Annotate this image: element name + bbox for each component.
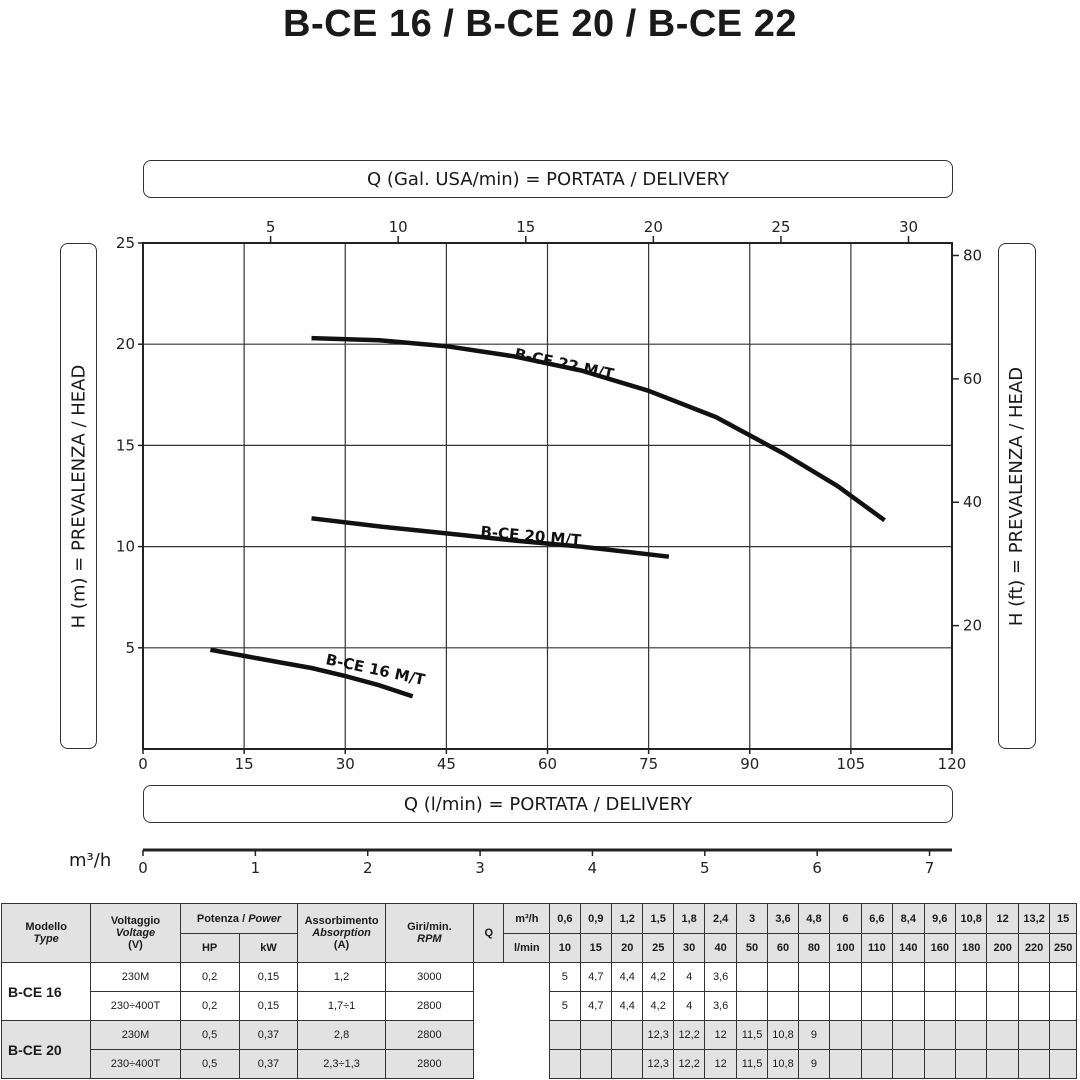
header-m3h-unit: m³/h <box>504 904 550 934</box>
y-tick-label: 25 <box>115 234 135 252</box>
model-name: B-CE 16 <box>2 963 91 1021</box>
head-value-cell <box>768 992 798 1021</box>
hp-cell: 0,2 <box>180 963 239 992</box>
head-value-cell <box>987 1021 1018 1050</box>
head-value-cell: 4 <box>673 992 704 1021</box>
head-value-cell: 9 <box>798 1050 829 1079</box>
header-m3h-value: 3 <box>736 904 767 934</box>
kw-cell: 0,37 <box>239 1021 298 1050</box>
header-lmin-value: 20 <box>612 934 643 963</box>
rpm-cell: 3000 <box>385 963 473 992</box>
m3h-tick-label: 4 <box>587 859 598 877</box>
head-value-cell <box>924 963 955 992</box>
header-m3h-value: 6,6 <box>861 904 892 934</box>
table-header-row <box>2 904 1077 934</box>
head-value-cell: 10,8 <box>768 1050 798 1079</box>
head-value-cell: 5 <box>550 963 580 992</box>
m3h-tick-label: 0 <box>138 859 148 877</box>
head-value-cell <box>550 1050 580 1079</box>
absorption-cell: 1,7÷1 <box>298 992 385 1021</box>
header-rpm: Giri/min. RPM <box>385 904 473 963</box>
head-value-cell <box>798 963 829 992</box>
rpm-cell: 2800 <box>385 1050 473 1079</box>
header-m3h-value: 13,2 <box>1018 904 1049 934</box>
head-value-cell <box>893 963 924 992</box>
header-m3h-value: 1,8 <box>673 904 704 934</box>
header-lmin-unit: l/min <box>504 934 550 963</box>
head-value-cell <box>955 1050 986 1079</box>
voltage-cell: 230M <box>91 1021 180 1050</box>
header-lmin-value: 220 <box>1018 934 1049 963</box>
series-label: B-CE 20 M/T <box>479 522 582 550</box>
head-value-cell: 3,6 <box>705 992 736 1021</box>
table-row <box>2 963 1077 992</box>
right-tick-label: 20 <box>963 616 983 635</box>
hp-cell: 0,5 <box>180 1021 239 1050</box>
header-lmin-value: 110 <box>861 934 892 963</box>
header-m3h-value: 4,8 <box>798 904 829 934</box>
q-spacer <box>474 963 550 1021</box>
head-value-cell <box>924 992 955 1021</box>
header-m3h-value: 12 <box>987 904 1018 934</box>
top-tick-label: 25 <box>771 218 791 236</box>
header-lmin-value: 180 <box>955 934 986 963</box>
head-value-cell: 4,4 <box>612 963 643 992</box>
header-lmin-value: 50 <box>736 934 767 963</box>
head-value-cell <box>861 992 892 1021</box>
x-tick-label: 15 <box>234 755 254 773</box>
m3h-axis-label: m³/h <box>69 850 112 871</box>
header-m3h-value: 0,9 <box>580 904 611 934</box>
head-value-cell <box>987 1050 1018 1079</box>
x-tick-label: 90 <box>740 755 760 773</box>
header-lmin-value: 140 <box>893 934 924 963</box>
head-value-cell: 12 <box>705 1050 736 1079</box>
head-value-cell <box>987 992 1018 1021</box>
head-value-cell <box>550 1021 580 1050</box>
header-m3h-value: 0,6 <box>550 904 580 934</box>
x-tick-label: 0 <box>138 755 148 773</box>
header-lmin-value: 30 <box>673 934 704 963</box>
header-m3h-value: 10,8 <box>955 904 986 934</box>
header-m3h-value: 1,5 <box>643 904 673 934</box>
x-tick-label: 75 <box>639 755 659 773</box>
q-spacer <box>474 1021 550 1079</box>
header-m3h-value: 6 <box>830 904 861 934</box>
header-q: Q <box>474 904 504 963</box>
head-value-cell: 12,2 <box>673 1021 704 1050</box>
head-value-cell <box>955 963 986 992</box>
header-m3h-value: 2,4 <box>705 904 736 934</box>
series-label: B-CE 22 M/T <box>512 344 616 384</box>
head-value-cell <box>955 1021 986 1050</box>
head-value-cell <box>893 1050 924 1079</box>
head-value-cell <box>612 1050 643 1079</box>
head-value-cell <box>861 963 892 992</box>
header-lmin-value: 40 <box>705 934 736 963</box>
kw-cell: 0,37 <box>239 1050 298 1079</box>
head-value-cell: 3,6 <box>705 963 736 992</box>
voltage-cell: 230÷400T <box>91 1050 180 1079</box>
header-m3h-value: 15 <box>1050 904 1077 934</box>
header-lmin-value: 25 <box>643 934 673 963</box>
head-value-cell: 12,3 <box>643 1050 673 1079</box>
head-value-cell: 12,2 <box>673 1050 704 1079</box>
head-value-cell: 12,3 <box>643 1021 673 1050</box>
head-value-cell <box>736 992 767 1021</box>
series-label: B-CE 16 M/T <box>324 650 427 689</box>
head-value-cell: 11,5 <box>736 1021 767 1050</box>
y-tick-label: 5 <box>125 638 135 657</box>
x-tick-label: 30 <box>335 755 355 773</box>
head-value-cell <box>924 1050 955 1079</box>
model-name: B-CE 20 <box>2 1021 91 1079</box>
head-value-cell <box>893 992 924 1021</box>
bottom-axis-label: Q (l/min) = PORTATA / DELIVERY <box>403 793 693 815</box>
head-value-cell <box>830 992 861 1021</box>
head-value-cell: 4,4 <box>612 992 643 1021</box>
header-kw: kW <box>239 934 298 963</box>
head-value-cell: 9 <box>798 1021 829 1050</box>
right-tick-label: 60 <box>963 369 983 388</box>
top-tick-label: 30 <box>898 218 919 236</box>
head-value-cell <box>830 1021 861 1050</box>
x-tick-label: 45 <box>436 755 456 773</box>
header-lmin-value: 60 <box>768 934 798 963</box>
spec-table <box>1 903 1077 1079</box>
absorption-cell: 2,8 <box>298 1021 385 1050</box>
head-value-cell: 11,5 <box>736 1050 767 1079</box>
header-lmin-value: 15 <box>580 934 611 963</box>
y-tick-label: 10 <box>115 537 135 556</box>
head-value-cell: 5 <box>550 992 580 1021</box>
kw-cell: 0,15 <box>239 992 298 1021</box>
head-value-cell <box>798 992 829 1021</box>
head-value-cell: 4,2 <box>643 992 673 1021</box>
x-tick-label: 60 <box>537 755 558 773</box>
header-lmin-value: 80 <box>798 934 829 963</box>
head-value-cell <box>1018 963 1049 992</box>
header-model: Modello Type <box>2 904 91 963</box>
head-value-cell: 4,7 <box>580 963 611 992</box>
header-lmin-value: 250 <box>1050 934 1077 963</box>
table-row <box>2 1021 1077 1050</box>
y-tick-label: 15 <box>115 436 135 455</box>
head-value-cell <box>1050 1021 1077 1050</box>
header-absorption: Assorbimento Absorption (A) <box>298 904 385 963</box>
right-tick-label: 80 <box>963 246 983 265</box>
header-lmin-value: 100 <box>830 934 861 963</box>
absorption-cell: 2,3÷1,3 <box>298 1050 385 1079</box>
head-value-cell <box>1018 1021 1049 1050</box>
page-title: B-CE 16 / B-CE 20 / B-CE 22 <box>283 3 797 45</box>
head-value-cell <box>924 1021 955 1050</box>
head-value-cell <box>893 1021 924 1050</box>
head-value-cell: 4,2 <box>643 963 673 992</box>
x-tick-label: 120 <box>937 755 967 773</box>
head-value-cell <box>1018 1050 1049 1079</box>
header-m3h-value: 3,6 <box>768 904 798 934</box>
head-value-cell <box>1050 1050 1077 1079</box>
head-value-cell <box>987 963 1018 992</box>
head-value-cell <box>861 1021 892 1050</box>
x-tick-label: 105 <box>836 755 866 773</box>
hp-cell: 0,2 <box>180 992 239 1021</box>
header-hp: HP <box>180 934 239 963</box>
head-value-cell: 4 <box>673 963 704 992</box>
left-axis-label: H (m) = PREVALENZA / HEAD <box>68 364 90 628</box>
right-tick-label: 40 <box>963 493 983 512</box>
hp-cell: 0,5 <box>180 1050 239 1079</box>
head-value-cell <box>861 1050 892 1079</box>
m3h-tick-label: 7 <box>924 859 935 877</box>
head-value-cell <box>1050 963 1077 992</box>
right-axis-label: H (ft) = PREVALENZA / HEAD <box>1006 366 1028 626</box>
head-value-cell: 10,8 <box>768 1021 798 1050</box>
head-value-cell <box>1050 992 1077 1021</box>
header-m3h-value: 8,4 <box>893 904 924 934</box>
head-value-cell <box>830 963 861 992</box>
head-value-cell: 4,7 <box>580 992 611 1021</box>
head-value-cell <box>1018 992 1049 1021</box>
m3h-tick-label: 6 <box>812 859 822 877</box>
header-lmin-value: 200 <box>987 934 1018 963</box>
top-tick-label: 5 <box>265 218 276 236</box>
absorption-cell: 1,2 <box>298 963 385 992</box>
head-value-cell: 12 <box>705 1021 736 1050</box>
head-value-cell <box>768 963 798 992</box>
voltage-cell: 230÷400T <box>91 992 180 1021</box>
m3h-tick-label: 5 <box>700 859 710 877</box>
kw-cell: 0,15 <box>239 963 298 992</box>
top-tick-label: 20 <box>643 218 663 236</box>
header-m3h-value: 1,2 <box>612 904 643 934</box>
header-m3h-value: 9,6 <box>924 904 955 934</box>
head-value-cell <box>580 1050 611 1079</box>
head-value-cell <box>580 1021 611 1050</box>
m3h-tick-label: 2 <box>362 859 373 877</box>
head-value-cell <box>955 992 986 1021</box>
head-value-cell <box>736 963 767 992</box>
m3h-tick-label: 3 <box>475 859 485 877</box>
rpm-cell: 2800 <box>385 1021 473 1050</box>
top-axis-label: Q (Gal. USA/min) = PORTATA / DELIVERY <box>367 168 729 190</box>
head-value-cell <box>830 1050 861 1079</box>
header-voltage: Voltaggio Voltage (V) <box>91 904 180 963</box>
y-tick-label: 20 <box>115 335 135 354</box>
header-lmin-value: 10 <box>550 934 580 963</box>
top-tick-label: 15 <box>516 218 536 236</box>
m3h-tick-label: 1 <box>250 859 261 877</box>
rpm-cell: 2800 <box>385 992 473 1021</box>
header-power: Potenza / Power <box>180 904 298 934</box>
m3h-axis <box>138 850 952 877</box>
voltage-cell: 230M <box>91 963 180 992</box>
top-tick-label: 10 <box>388 218 408 236</box>
head-value-cell <box>612 1021 643 1050</box>
header-lmin-value: 160 <box>924 934 955 963</box>
